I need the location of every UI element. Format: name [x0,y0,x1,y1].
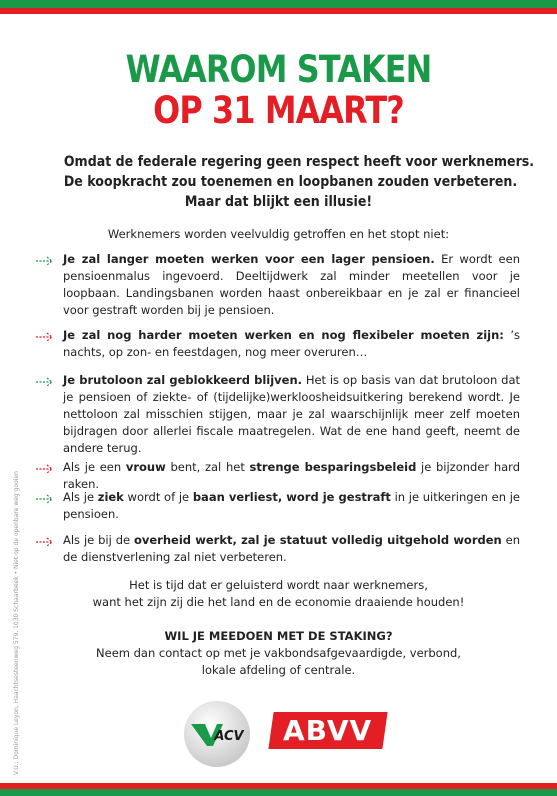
acv-logo [183,700,251,768]
title-line-2: OP 31 MAART? [153,89,404,132]
list-item-sick: Als je ziek wordt of je baan verliest, word je gestraft in je uitkeringen en je pensioen. [63,490,520,521]
list-item-women: Als je een vrouw bent, zal het strenge besparingsbeleid je bijzonder hard raken. [63,460,520,491]
red-arrow-icon [36,332,56,342]
call-to-action: WIL JE MEEDOEN MET DE STAKING? Neem dan contact op met je vakbondsafgevaardigde, verbond, lokale afdeling of centrale. [0,628,557,679]
list-item-flexibility: Je zal nog harder moeten werken en nog flexibeler moeten zijn: ’s nachts, op zon- en feestdagen, nog meer overuren… [63,328,520,359]
intro-text: Werknemers worden veelvuldig getroffen en het stopt niet: [107,227,450,241]
bottom-color-bar [0,783,557,796]
green-arrow-icon [36,377,56,387]
title-line-1: WAAROM STAKEN [125,48,432,91]
list-item-government: Als je bij de overheid werkt, zal je statuut volledig uitgehold worden en de dienstverlening zal niet verbeteren. [63,533,520,564]
abvv-logo: ABVV [268,712,387,749]
acv-logo-text: ACV [214,729,244,744]
cta-heading: WIL JE MEEDOEN MET DE STAKING? [164,629,393,643]
red-arrow-icon [36,464,56,474]
top-color-bar [0,0,557,14]
closing-text: Het is tijd dat er geluisterd wordt naar werknemers, want het zijn zij die het land en de economie draaiende houden! [92,578,465,609]
list-item-gross-wage: Je brutoloon zal geblokkeerd blijven. Het is op basis van dat brutoloon dat je pensioen of ziekte- of (tijdelijke)werkloosheidsuitkering berekend wordt. Je nettoloon zal misschien stijgen, maar je zal waarschijnlijk meer zelf moeten bijdragen door allerlei fiscale maatregelen. Wat de ene hand geeft, neemt de andere terug. [63,373,520,455]
red-arrow-icon [36,537,56,547]
subtitle-line-3: Maar dat blijkt een illusie! [184,194,373,210]
subtitle-line-1: Omdat de federale regering geen respect heeft voor werknemers. [63,154,535,170]
green-arrow-icon [36,256,56,266]
green-arrow-icon [36,494,56,504]
subtitle-line-2: De koopkracht zou toenemen en loopbanen zouden verbeteren. [63,174,518,190]
list-item-pension: Je zal langer moeten werken voor een lager pensioen. Er wordt een pensioenmalus ingevoerd. Deeltijdwerk zal minder meetellen voor je loopbaan. Landingsbanen worden haast onbereikbaar en je zal er financieel voor gestraft worden bij je pensioen. [63,252,520,317]
imprint-text: V.U.: Dominique Leyon, Haachtsesteenweg 579, 1030 Schaarbeek • Niet op de openbare weg gooien [13,471,20,775]
subtitle [40,152,535,212]
